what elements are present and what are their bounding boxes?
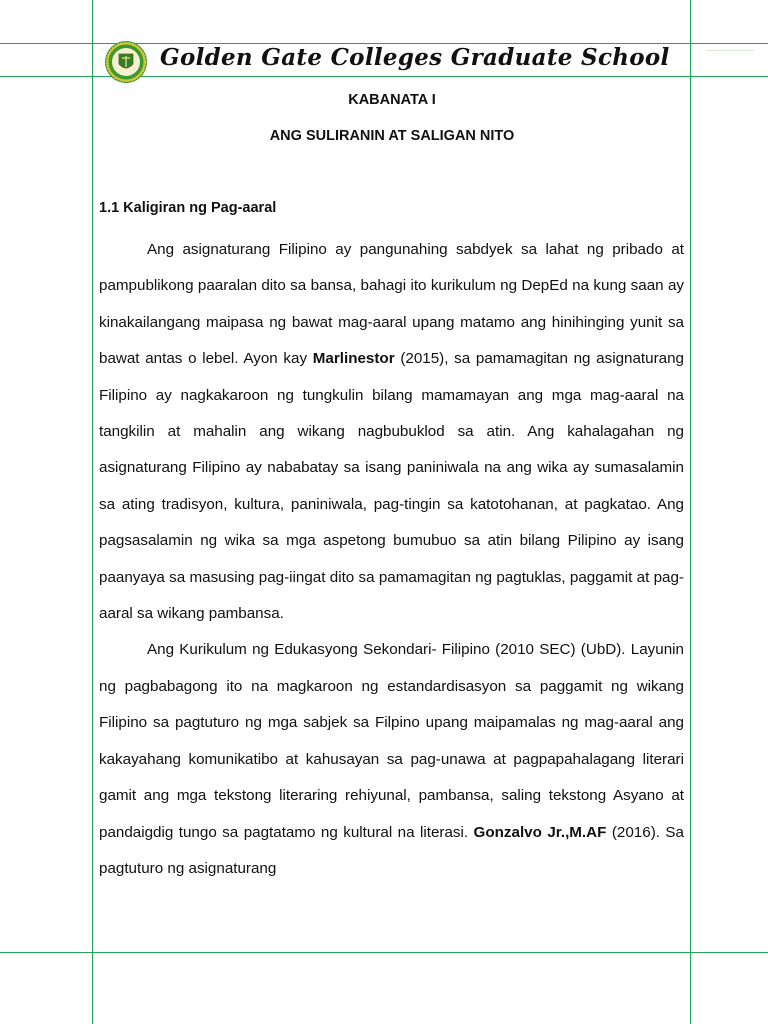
bottom-margin-line	[0, 952, 768, 953]
paragraph-text: Ang Kurikulum ng Edukasyong Sekondari- Filipino (2010 SEC) (UbD). Layunin ng pagbabagong ito na magkaroon ng estandardisasyon sa paggamit ng wikang Filipino sa pagtuturo ng mga sabjek sa Filpino upang maipamalas ng mag-aaral ang kakayahang komunikatibo at kahusayan sa pag-unawa at pagpapahalagang literari gamit ang mga tekstong literaring rehiyunal, pambansa, saling tekstong Asyano at pandaigdig tungo sa pagtatamo ng kultural na literasi.	[99, 641, 684, 841]
paragraph-text: (2015), sa pamamagitan ng asignaturang Filipino ay nagkakaroon ng tungkulin bilang mamamayan ang mga mag-aaral na tangkilin at mahalin ang wikang nagbubuklod sa atin. Ang kahalagahan ng asignaturang Filipino ay nababatay sa isang paniniwala na ang wika ay sumasalamin sa ating tradisyon, kultura, paniniwala, pag-tingin sa katotohanan, at pagkatao. Ang pagsasalamin ng wika sa mga aspetong bumubuo sa atin bilang Pilipino ay isang paanyaya sa masusing pag-iingat dito sa pamamagitan ng pagtuklas, paggamit at pag-aaral sa wikang pambansa.	[99, 350, 684, 623]
chapter-label: KABANATA I	[348, 92, 436, 108]
paragraph-text: (2016). Sa pagtuturo ng asignaturang	[99, 823, 684, 877]
chapter-title: ANG SULIRANIN AT SALIGAN NITO	[269, 128, 515, 144]
cited-author: Marlinestor	[312, 350, 395, 368]
faint-rule	[706, 50, 754, 51]
right-margin-line	[690, 0, 691, 1024]
cited-author: Gonzalvo Jr.,M.AF	[473, 823, 607, 841]
school-seal-icon	[104, 40, 148, 84]
body-text	[99, 232, 684, 887]
section-heading: 1.1 Kaligiran ng Pag-aaral	[99, 200, 277, 216]
left-margin-line	[92, 0, 93, 1024]
paragraph-text: Ang asignaturang Filipino ay pangunahing sabdyek sa lahat ng pribado at pampublikong paaralan dito sa bansa, bahagi ito kurikulum ng DepEd na kung saan ay kinakailangang maipasa ng bawat mag-aaral upang matamo ang hinihinging yunit sa bawat antas o lebel. Ayon kay	[99, 241, 684, 368]
paragraph	[99, 632, 684, 887]
school-name-title: Golden Gate Colleges Graduate School	[160, 44, 670, 71]
paragraph	[99, 232, 684, 632]
